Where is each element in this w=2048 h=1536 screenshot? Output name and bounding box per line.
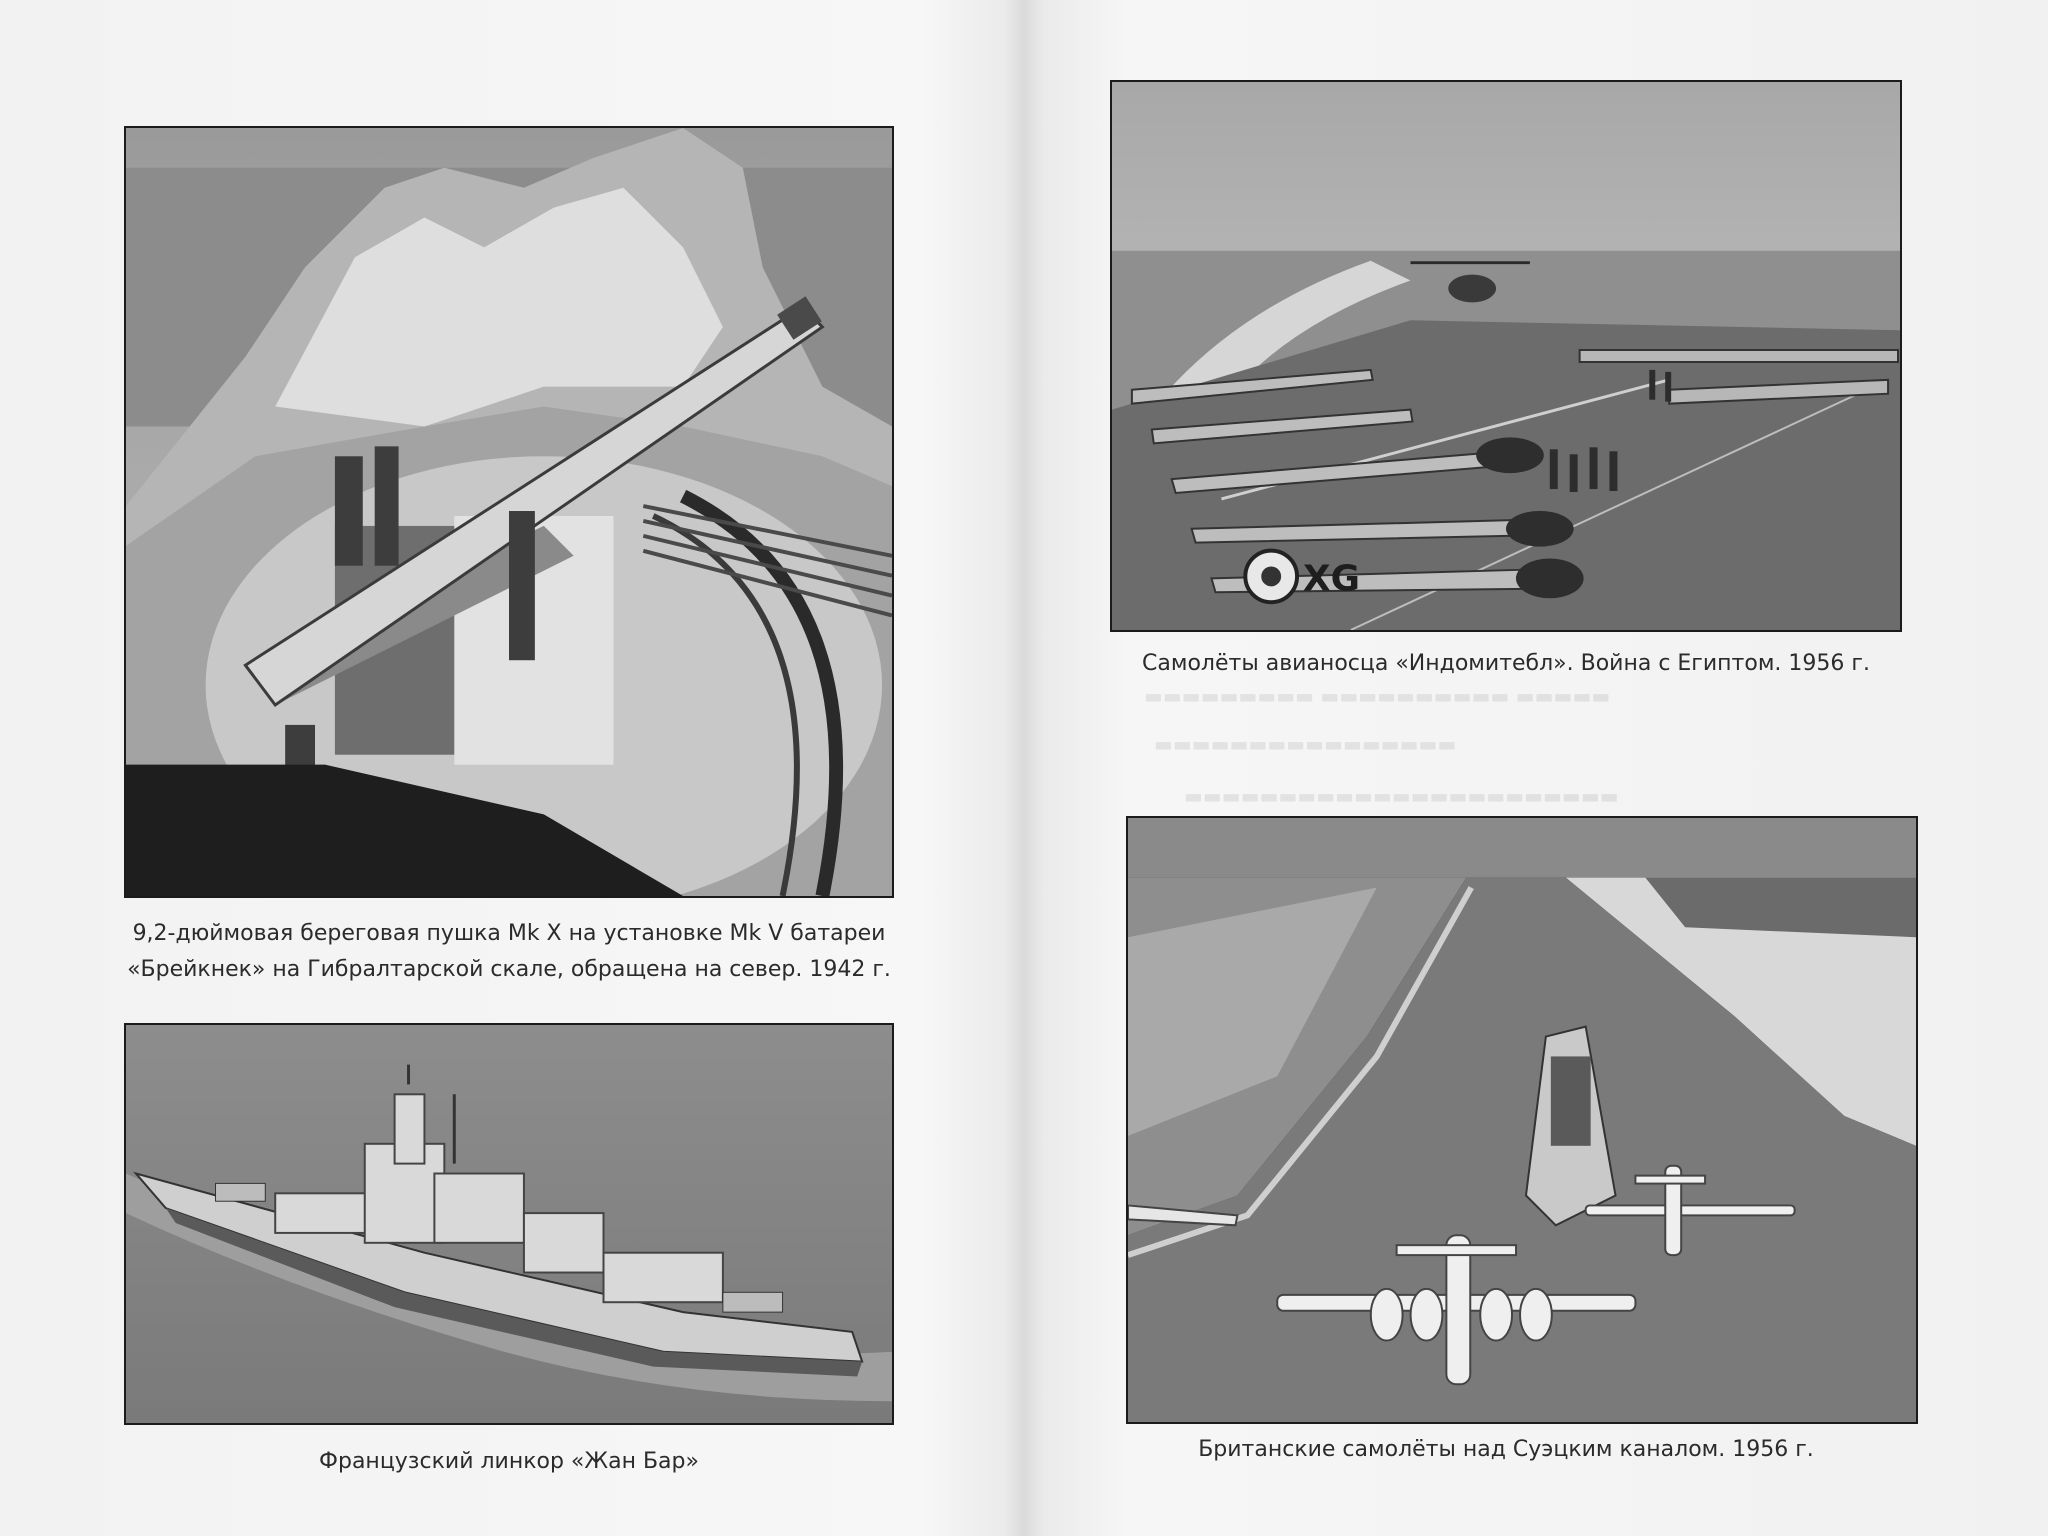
show-through-text: ▬▬▬▬▬▬▬▬▬▬▬▬▬▬▬▬▬▬▬▬▬▬▬	[1184, 784, 1619, 808]
photo-carrier-deck	[1110, 80, 1902, 632]
caption-line-1: 9,2-дюймовая береговая пушка Mk X на установке Mk V батареи	[132, 921, 886, 946]
right-page	[1024, 0, 2048, 1536]
photo-suez-canal	[1126, 816, 1918, 1424]
photo-battleship	[124, 1023, 894, 1425]
photo-coastal-gun	[124, 126, 894, 898]
caption-carrier-deck: Самолёты авианосца «Индомитебл». Война с Египтом. 1956 г.	[1142, 651, 1870, 676]
show-through-text: ▬▬▬▬▬▬▬▬▬ ▬▬▬▬▬▬▬▬▬▬ ▬▬▬▬▬	[1144, 684, 1611, 708]
caption-line-2: «Брейкнек» на Гибралтарской скале, обращена на север. 1942 г.	[127, 957, 891, 982]
caption-battleship: Французский линкор «Жан Бар»	[319, 1449, 699, 1474]
aircraft-marking: XG	[1303, 558, 1361, 600]
caption-suez-canal: Британские самолёты над Суэцким каналом. 1956 г.	[1198, 1437, 1814, 1462]
caption-coastal-gun	[124, 916, 894, 988]
show-through-text: ▬▬▬▬▬▬▬▬▬▬▬▬▬▬▬▬	[1154, 732, 1457, 756]
